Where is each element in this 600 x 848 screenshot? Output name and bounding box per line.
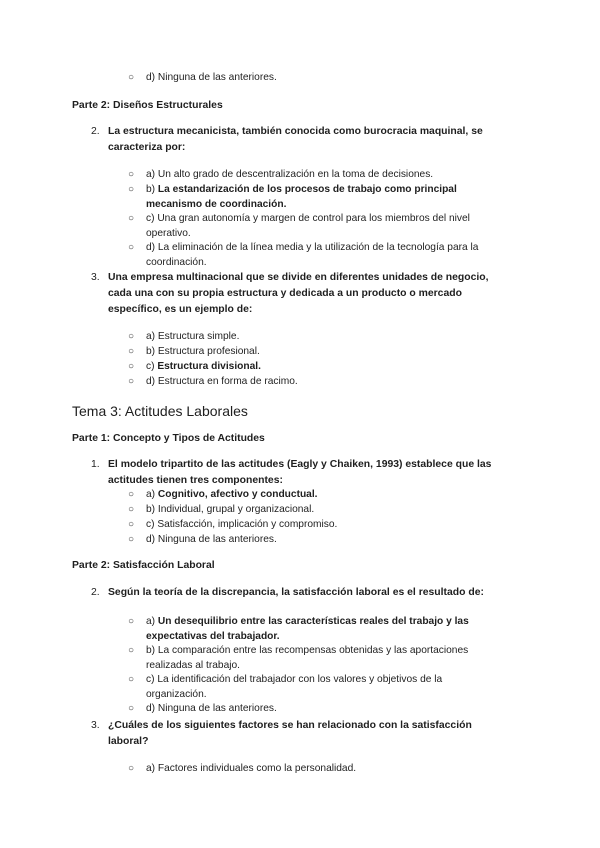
question-text: La estructura mecanicista, también conocida como burocracia maquinal, se caracteriza por:: [108, 126, 483, 154]
option-a: a) Factores individuales como la personalidad.: [146, 763, 357, 774]
bullet-icon: ○: [128, 534, 135, 545]
question-number: 3.: [91, 272, 100, 283]
option-b: b) Individual, grupal y organizacional.: [146, 504, 315, 515]
bullet-icon: ○: [128, 169, 135, 180]
option-a-correct: a) Cognitivo, afectivo y conductual.: [146, 489, 318, 500]
bullet-icon: ○: [128, 184, 135, 195]
section-heading: Parte 2: Diseños Estructurales: [72, 100, 223, 111]
question-number: 1.: [91, 459, 100, 470]
bullet-icon: ○: [128, 72, 135, 83]
bullet-icon: ○: [128, 346, 135, 357]
bullet-icon: ○: [128, 763, 135, 774]
question-text: Una empresa multinacional que se divide en diferentes unidades de negocio, cada una con su propia estructura y dedicada a un producto o mercado específico, es un ejemplo de:: [108, 272, 489, 316]
bullet-icon: ○: [128, 376, 135, 387]
option-d: d) La eliminación de la línea media y la utilización de la tecnología para la coordinación.: [146, 242, 479, 268]
option-c: c) La identificación del trabajador con los valores y objetivos de la organización.: [146, 674, 443, 700]
question-text: El modelo tripartito de las actitudes (Eagly y Chaiken, 1993) establece que las actitudes tienen tres componentes:: [108, 459, 492, 487]
section-heading: Parte 1: Concepto y Tipos de Actitudes: [72, 433, 265, 444]
bullet-icon: ○: [128, 242, 135, 253]
option-d: d) Ninguna de las anteriores.: [146, 534, 277, 545]
question-number: 2.: [91, 587, 100, 598]
option-b: b) Estructura profesional.: [146, 346, 260, 357]
option-a: a) Un alto grado de descentralización en la toma de decisiones.: [146, 169, 434, 180]
option-a: a) Estructura simple.: [146, 331, 240, 342]
option-d: d) Ninguna de las anteriores.: [146, 703, 277, 714]
bullet-icon: ○: [128, 331, 135, 342]
bullet-icon: ○: [128, 674, 135, 685]
question-text: ¿Cuáles de los siguientes factores se han relacionado con la satisfacción laboral?: [108, 720, 472, 748]
option-b: b) La comparación entre las recompensas obtenidas y las aportaciones realizadas al trabajo.: [146, 645, 469, 671]
question-text: Según la teoría de la discrepancia, la satisfacción laboral es el resultado de:: [108, 587, 484, 598]
bullet-icon: ○: [128, 519, 135, 530]
bullet-icon: ○: [128, 504, 135, 515]
question-number: 2.: [91, 126, 100, 137]
option-c: c) Una gran autonomía y margen de control para los miembros del nivel operativo.: [146, 213, 470, 239]
bullet-icon: ○: [128, 213, 135, 224]
bullet-icon: ○: [128, 361, 135, 372]
question-number: 3.: [91, 720, 100, 731]
option-c: c) Satisfacción, implicación y compromiso.: [146, 519, 338, 530]
option-b-correct: b) La estandarización de los procesos de trabajo como principal mecanismo de coordinación.: [146, 184, 457, 210]
section-heading: Parte 2: Satisfacción Laboral: [72, 560, 215, 571]
bullet-icon: ○: [128, 645, 135, 656]
bullet-icon: ○: [128, 489, 135, 500]
option-d: d) Estructura en forma de racimo.: [146, 376, 298, 387]
bullet-icon: ○: [128, 703, 135, 714]
option-c-correct: c) Estructura divisional.: [146, 361, 261, 372]
topic-title: Tema 3: Actitudes Laborales: [72, 403, 248, 419]
option-d: d) Ninguna de las anteriores.: [146, 72, 277, 83]
option-a-correct: a) Un desequilibrio entre las características reales del trabajo y las expectativas del trabajador.: [146, 616, 469, 642]
bullet-icon: ○: [128, 616, 135, 627]
